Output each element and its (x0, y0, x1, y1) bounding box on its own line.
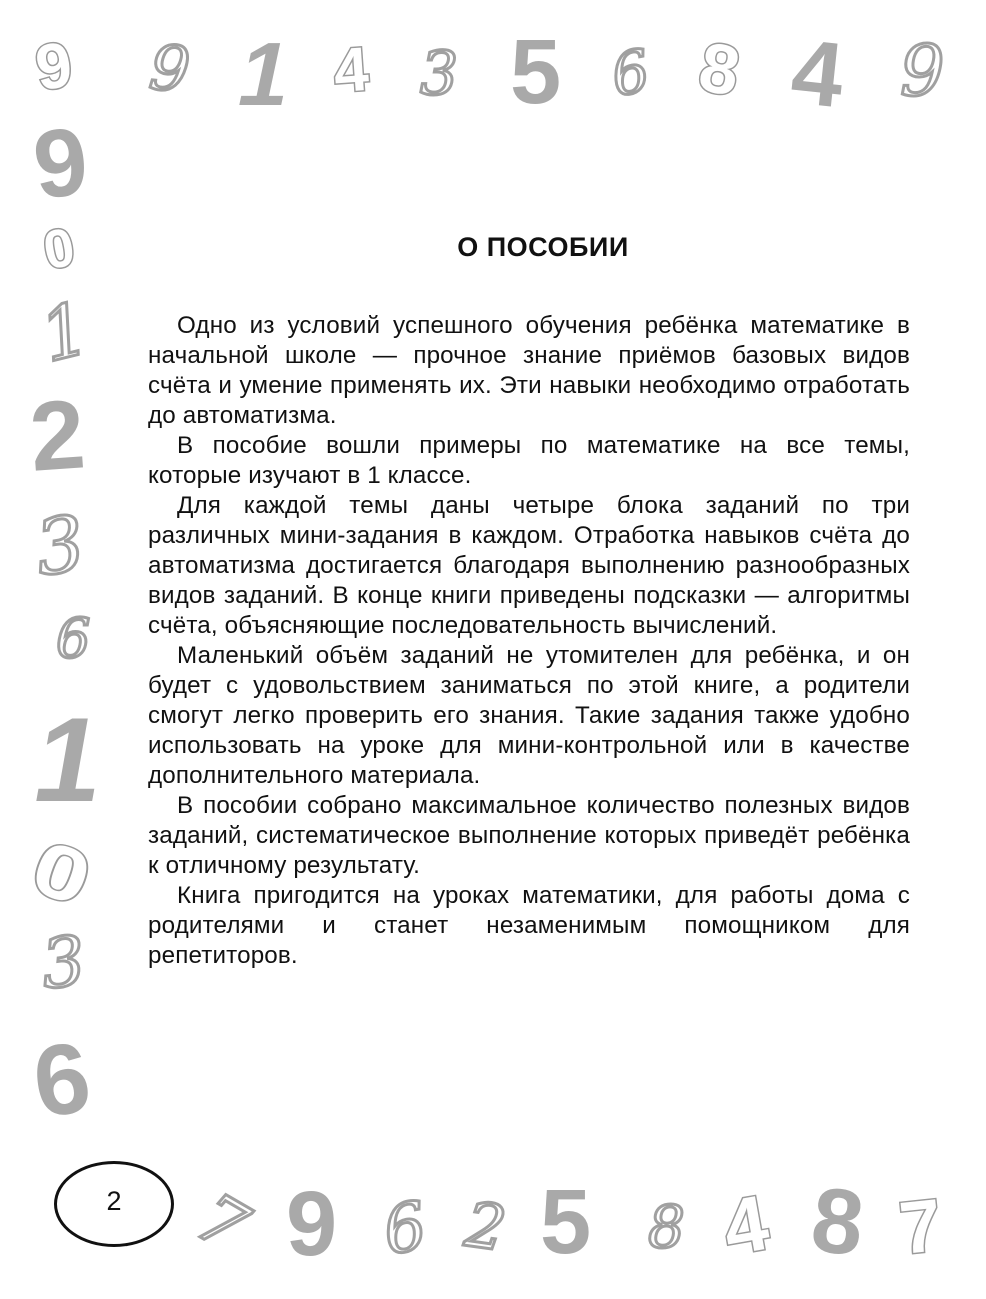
decor-digit-icon: 3 (37, 921, 90, 1006)
paragraph: Маленький объём заданий не утомителен для ребёнка, и он будет с удовольствием заниматься по этой книге, а родители смогут легко проверить его знания. Такие задания также удобно использовать на уроке для мини-контрольной или в качестве дополнительного материала. (148, 642, 910, 789)
decor-digit-icon: 7 (895, 1183, 946, 1270)
page-title: О ПОСОБИИ (457, 232, 629, 262)
page-number: 2 (106, 1185, 122, 1216)
decor-digit-icon: 9 (28, 107, 93, 220)
paragraph: Для каждой темы даны четыре блока заданий по три различных мини-задания в каждом. Отработка навыков счёта до автоматизма достигается благодаря выполнению разнообразных видов заданий. В конце книги приведены подсказки — алгоритмы счёта, объясняющие последовательность вычислений. (148, 492, 910, 639)
decor-digit-icon: 1 (32, 285, 98, 379)
decor-digit-icon: 4 (786, 20, 849, 128)
decor-digit-icon: 6 (26, 1020, 98, 1140)
decor-digit-icon: 4 (716, 1177, 775, 1273)
decor-digit-icon: 0 (39, 216, 80, 282)
decor-digit-icon: 3 (420, 39, 459, 109)
decor-digit-icon: 8 (806, 1168, 869, 1276)
decor-digit-icon: 8 (648, 1193, 685, 1261)
decor-digit-icon: 9 (146, 30, 194, 107)
decor-digit-icon: 5 (510, 21, 562, 123)
decor-digit-icon: 9 (900, 30, 945, 112)
paragraph: Книга пригодится на уроках математики, для работы дома с родителями и станет незаменимым помощником для репетиторов. (148, 882, 910, 969)
decor-digit-icon: 2 (461, 1187, 511, 1266)
body-text (148, 311, 910, 971)
paragraph: В пособии собрано максимальное количество полезных видов заданий, систематическое выполнение которых приведёт ребёнка к отличному результату. (148, 792, 910, 879)
paragraph: Одно из условий успешного обучения ребёнка математике в начальной школе — прочное знание приёмов базовых видов счёта и умение применять их. Эти навыки необходимо отработать до автоматизма. (148, 312, 910, 429)
decor-digit-icon: 1 (229, 25, 301, 125)
decor-digit-icon: 2 (26, 378, 89, 492)
decor-digit-icon: 8 (693, 27, 746, 111)
decor-digit-icon: 7 (183, 1178, 261, 1269)
decor-digit-icon: 9 (31, 27, 77, 105)
decor-digit-icon: 6 (377, 1186, 433, 1271)
page-number-oval (54, 1161, 174, 1247)
decor-digit-icon: 9 (286, 1173, 338, 1275)
decor-digit-icon: 1 (24, 693, 115, 827)
paragraph: В пособие вошли примеры по математике на все темы, которые изучают в 1 классе. (148, 432, 910, 489)
decor-digit-icon: 5 (540, 1171, 592, 1273)
decor-digit-icon: 6 (606, 36, 655, 110)
decor-digit-icon: 3 (29, 498, 91, 593)
decor-digit-icon: 6 (56, 607, 91, 670)
decor-digit-icon: 0 (20, 824, 102, 923)
decor-digit-icon: 4 (331, 34, 371, 107)
